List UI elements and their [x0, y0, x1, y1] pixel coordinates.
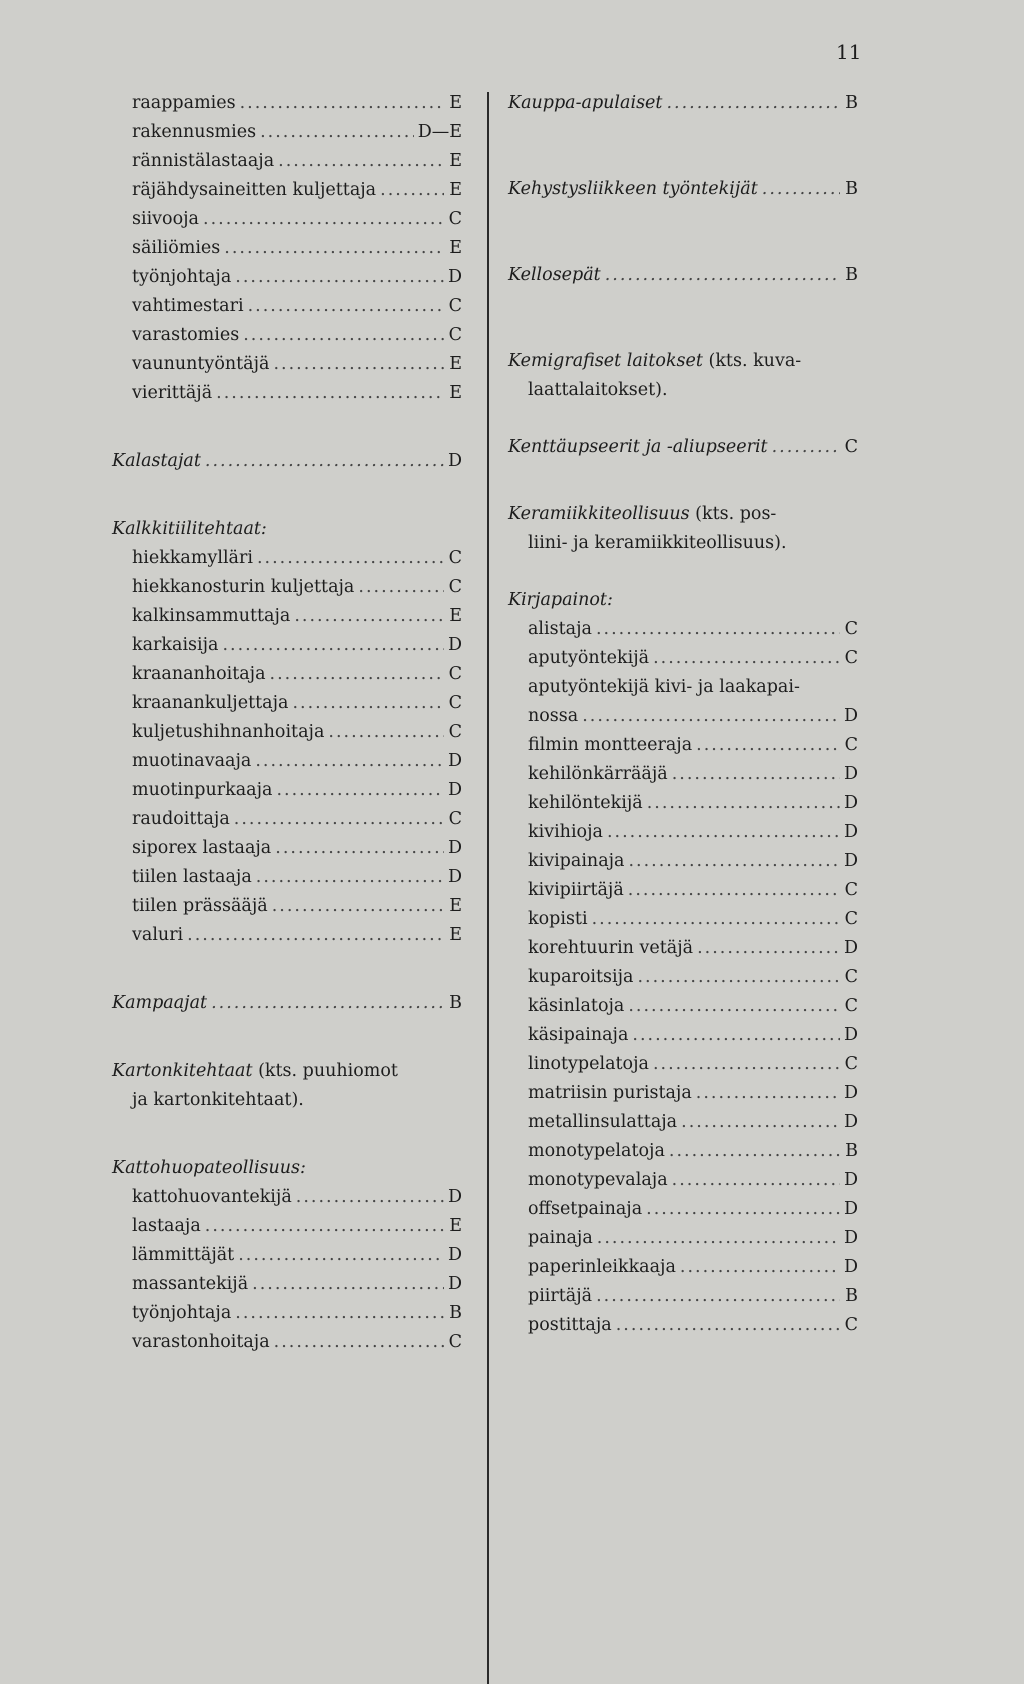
entry-code: B — [449, 993, 462, 1013]
leader-dots — [203, 205, 444, 234]
list-item — [112, 1212, 462, 1241]
leader-dots — [296, 1183, 444, 1212]
entry-label: lämmittäjät — [132, 1245, 235, 1265]
entry-code: C — [844, 1054, 858, 1074]
leader-dots — [235, 263, 444, 292]
entry-code: C — [844, 1315, 858, 1335]
leader-dots — [647, 789, 840, 818]
entry-code: C — [844, 909, 858, 929]
list-item — [508, 1282, 858, 1311]
leader-dots — [255, 747, 444, 776]
entry-code: D — [448, 1274, 463, 1294]
entry-code: D — [844, 1112, 859, 1132]
entry-code: C — [448, 325, 462, 345]
leader-dots — [596, 615, 840, 644]
list-item — [112, 805, 462, 834]
list-item — [112, 631, 462, 660]
entry-label: kattohuovantekijä — [132, 1187, 292, 1207]
list-item — [112, 892, 462, 921]
entry-code: D — [844, 1170, 859, 1190]
leader-dots — [234, 805, 444, 834]
list-item — [112, 379, 462, 408]
leader-dots — [238, 1241, 444, 1270]
list-item — [112, 660, 462, 689]
leader-dots — [224, 234, 444, 263]
list-item — [508, 1137, 858, 1166]
entry-label: valuri — [132, 925, 184, 945]
column-divider — [487, 92, 489, 1684]
leader-dots — [187, 921, 444, 950]
list-item — [112, 1183, 462, 1212]
entry-code: B — [845, 179, 858, 199]
entry-code: D — [844, 793, 859, 813]
leader-dots — [628, 847, 840, 876]
entry-code: C — [844, 437, 858, 457]
list-item — [112, 747, 462, 776]
list-item — [112, 263, 462, 292]
entry-label: työnjohtaja — [132, 267, 232, 287]
leader-dots — [294, 602, 444, 631]
entry-label: lastaaja — [132, 1216, 201, 1236]
entry-kehystysliikkeen: Kehystysliikkeen työntekijät ..... B — [508, 175, 858, 204]
leader-dots — [672, 760, 840, 789]
list-item — [112, 921, 462, 950]
leader-dots — [260, 118, 414, 147]
leader-dots — [762, 175, 840, 204]
entry-code: D — [844, 1257, 859, 1277]
entry-code: B — [845, 1141, 858, 1161]
entry-code: D — [448, 838, 463, 858]
entry-code: E — [449, 383, 462, 403]
entry-code: B — [845, 93, 858, 113]
list-item — [112, 147, 462, 176]
entry-label: kuparoitsija — [528, 967, 634, 987]
list-item — [508, 1224, 858, 1253]
list-item — [508, 760, 858, 789]
entry-code: E — [449, 606, 462, 626]
entry-label: siivooja — [132, 209, 199, 229]
list-item — [508, 1311, 858, 1340]
leader-dots — [597, 1224, 840, 1253]
entry-code: C — [448, 693, 462, 713]
leader-dots — [270, 660, 444, 689]
list-item — [508, 1166, 858, 1195]
list-item — [508, 818, 858, 847]
list-item — [508, 992, 858, 1021]
entry-code: E — [449, 93, 462, 113]
entry-label: massantekijä — [132, 1274, 249, 1294]
entry-label: kuljetushihnanhoitaja — [132, 722, 325, 742]
leader-dots — [696, 731, 840, 760]
entry-aputyontekija-kivi-cont: nossa ..... D — [508, 702, 858, 731]
entry-code: D — [844, 822, 859, 842]
list-item — [112, 321, 462, 350]
entry-label: monotypevalaja — [528, 1170, 668, 1190]
entry-code: D — [448, 751, 463, 771]
list-item — [112, 1328, 462, 1357]
list-item — [508, 1253, 858, 1282]
list-item — [112, 544, 462, 573]
leader-dots — [681, 1108, 840, 1137]
leader-dots — [680, 1253, 840, 1282]
entry-label: kehilönkärrääjä — [528, 764, 668, 784]
list-item — [112, 1299, 462, 1328]
list-item — [508, 1021, 858, 1050]
kattohuopa-list — [112, 1183, 462, 1357]
list-item — [112, 292, 462, 321]
entry-label: räjähdysaineitten kuljettaja — [132, 180, 377, 200]
leader-dots — [582, 702, 840, 731]
entry-code: D — [448, 267, 463, 287]
leader-dots — [292, 689, 444, 718]
entry-label: monotypelatoja — [528, 1141, 665, 1161]
list-item — [112, 776, 462, 805]
entry-label: korehtuurin vetäjä — [528, 938, 694, 958]
entry-label: offsetpainaja — [528, 1199, 643, 1219]
list-item — [112, 89, 462, 118]
list-item — [112, 573, 462, 602]
leader-dots — [272, 892, 444, 921]
leader-dots — [328, 718, 444, 747]
entry-code: C — [844, 996, 858, 1016]
entry-code: C — [448, 1332, 462, 1352]
entry-code: C — [448, 577, 462, 597]
entry-label: tiilen lastaaja — [132, 867, 252, 887]
entry-code: C — [844, 967, 858, 987]
rakennus-list — [112, 89, 462, 408]
leader-dots — [672, 1166, 840, 1195]
entry-code: D — [844, 1025, 859, 1045]
entry-code: C — [448, 548, 462, 568]
leader-dots — [653, 644, 840, 673]
entry-label: säiliömies — [132, 238, 221, 258]
leader-dots — [696, 1079, 840, 1108]
entry-code: B — [449, 1303, 462, 1323]
leader-dots — [216, 379, 444, 408]
entry-label: käsinlatoja — [528, 996, 625, 1016]
list-item — [508, 1079, 858, 1108]
leader-dots — [276, 776, 444, 805]
left-column — [112, 89, 462, 1357]
leader-dots — [616, 1311, 840, 1340]
entry-label: vierittäjä — [132, 383, 213, 403]
entry-code: E — [449, 238, 462, 258]
entry-code: E — [449, 925, 462, 945]
entry-code: C — [448, 209, 462, 229]
entry-code: D — [448, 1187, 463, 1207]
list-item — [508, 934, 858, 963]
entry-code: D—E — [417, 122, 462, 142]
entry-label: hiekkanosturin kuljettaja — [132, 577, 355, 597]
entry-label: käsipainaja — [528, 1025, 629, 1045]
list-item — [508, 1195, 858, 1224]
entry-label: kraananhoitaja — [132, 664, 266, 684]
entry-label: vahtimestari — [132, 296, 244, 316]
leader-dots — [607, 818, 840, 847]
leader-dots — [278, 147, 444, 176]
entry-label: muotinavaaja — [132, 751, 252, 771]
entry-code: E — [449, 354, 462, 374]
entry-kellosepat: Kellosepät ..... B — [508, 261, 858, 290]
page-number: 11 — [836, 40, 862, 64]
entry-kemigrafiset: Kemigrafiset laitokset (kts. kuva- laattalaitokset). — [508, 351, 802, 400]
entry-label: aputyöntekijä — [528, 648, 650, 668]
entry-code: D — [448, 867, 463, 887]
entry-kenttaupseerit: Kenttäupseerit ja -aliupseerit ..... C — [508, 433, 858, 462]
leader-dots — [380, 176, 444, 205]
entry-code: D — [844, 851, 859, 871]
leader-dots — [205, 447, 444, 476]
list-item — [112, 118, 462, 147]
entry-label: varastonhoitaja — [132, 1332, 270, 1352]
leader-dots — [632, 1021, 840, 1050]
list-item — [508, 847, 858, 876]
leader-dots — [273, 350, 444, 379]
entry-label: piirtäjä — [528, 1286, 593, 1306]
entry-label: metallinsulattaja — [528, 1112, 678, 1132]
list-item — [112, 689, 462, 718]
leader-dots — [257, 544, 444, 573]
entry-code: D — [844, 706, 859, 726]
right-column — [508, 89, 858, 1340]
entry-label: tiilen prässääjä — [132, 896, 268, 916]
leader-dots — [646, 1195, 840, 1224]
list-item — [508, 963, 858, 992]
leader-dots — [772, 433, 840, 462]
entry-label: paperinleikkaaja — [528, 1257, 676, 1277]
kirjapainot-list — [508, 615, 858, 673]
entry-label: alistaja — [528, 619, 592, 639]
entry-code: B — [845, 1286, 858, 1306]
entry-label: työnjohtaja — [132, 1303, 232, 1323]
list-item — [112, 602, 462, 631]
list-item — [508, 644, 858, 673]
leader-dots — [222, 631, 444, 660]
entry-code: D — [844, 764, 859, 784]
leader-dots — [274, 1328, 444, 1357]
leader-dots — [596, 1282, 840, 1311]
leader-dots — [666, 89, 840, 118]
kalkkitiili-list — [112, 544, 462, 950]
list-item — [508, 905, 858, 934]
entry-code: E — [449, 1216, 462, 1236]
leader-dots — [653, 1050, 840, 1079]
entry-label: kivipainaja — [528, 851, 625, 871]
entry-code: C — [448, 296, 462, 316]
entry-keramiikkiteollisuus: Keramiikkiteollisuus (kts. pos- liini- ja keramiikkiteollisuus). — [508, 504, 787, 553]
leader-dots — [628, 992, 840, 1021]
entry-code: B — [845, 265, 858, 285]
entry-kartonkitehtaat: Kartonkitehtaat (kts. puuhiomot ja kartonkitehtaat). — [112, 1061, 398, 1110]
entry-code: D — [448, 780, 463, 800]
leader-dots — [358, 573, 444, 602]
entry-code: C — [844, 619, 858, 639]
entry-kalastajat: Kalastajat ..... D — [112, 447, 462, 476]
list-item — [112, 863, 462, 892]
list-item — [112, 1270, 462, 1299]
list-item — [508, 731, 858, 760]
entry-label: muotinpurkaaja — [132, 780, 273, 800]
list-item — [508, 876, 858, 905]
entry-code: D — [448, 635, 463, 655]
entry-label: rännistälastaaja — [132, 151, 275, 171]
list-item — [112, 1241, 462, 1270]
leader-dots — [637, 963, 840, 992]
entry-label: vaununtyöntäjä — [132, 354, 270, 374]
entry-label: siporex lastaaja — [132, 838, 272, 858]
list-item — [112, 718, 462, 747]
entry-label: painaja — [528, 1228, 593, 1248]
entry-code: C — [844, 880, 858, 900]
list-item — [508, 615, 858, 644]
entry-code: D — [448, 1245, 463, 1265]
entry-code: C — [844, 648, 858, 668]
entry-label: postittaja — [528, 1315, 612, 1335]
entry-label: kopisti — [528, 909, 588, 929]
entry-aputyontekija-kivi: aputyöntekijä kivi- ja laakapai- — [528, 677, 800, 697]
list-item — [112, 350, 462, 379]
entry-code: C — [448, 809, 462, 829]
entry-label: karkaisija — [132, 635, 219, 655]
entry-label: kraanankuljettaja — [132, 693, 289, 713]
entry-code: C — [448, 664, 462, 684]
list-item — [508, 789, 858, 818]
entry-label: kehilöntekijä — [528, 793, 643, 813]
entry-code: D — [844, 1083, 859, 1103]
leader-dots — [256, 863, 444, 892]
list-item — [112, 176, 462, 205]
heading-kalkkitiilitehtaat: Kalkkitiilitehtaat: — [112, 519, 267, 539]
entry-label: varastomies — [132, 325, 240, 345]
entry-label: kalkinsammuttaja — [132, 606, 291, 626]
leader-dots — [592, 905, 840, 934]
leader-dots — [205, 1212, 444, 1241]
entry-code: D — [844, 1228, 859, 1248]
list-item — [112, 834, 462, 863]
entry-label: raappamies — [132, 93, 236, 113]
leader-dots — [275, 834, 444, 863]
leader-dots — [697, 934, 840, 963]
entry-code: D — [844, 1199, 859, 1219]
entry-label: hiekkamylläri — [132, 548, 253, 568]
entry-kampaajat: Kampaajat ..... B — [112, 989, 462, 1018]
leader-dots — [235, 1299, 444, 1328]
leader-dots — [248, 292, 444, 321]
entry-label: rakennusmies — [132, 122, 257, 142]
leader-dots — [211, 989, 444, 1018]
entry-label: kivihioja — [528, 822, 603, 842]
leader-dots — [240, 89, 444, 118]
list-item — [112, 234, 462, 263]
leader-dots — [628, 876, 840, 905]
leader-dots — [605, 261, 840, 290]
entry-code: D — [448, 451, 463, 471]
leader-dots — [669, 1137, 840, 1166]
entry-label: kivipiirtäjä — [528, 880, 624, 900]
entry-code: E — [449, 896, 462, 916]
heading-kattohuopateollisuus: Kattohuopateollisuus: — [112, 1158, 306, 1178]
leader-dots — [243, 321, 444, 350]
list-item — [112, 205, 462, 234]
entry-label: filmin montteeraja — [528, 735, 693, 755]
entry-code: C — [844, 735, 858, 755]
list-item — [508, 1108, 858, 1137]
entry-label: raudoittaja — [132, 809, 230, 829]
entry-code: E — [449, 151, 462, 171]
entry-code: C — [448, 722, 462, 742]
kirjapainot-list-2 — [508, 731, 858, 1340]
entry-label: matriisin puristaja — [528, 1083, 692, 1103]
entry-label: linotypelatoja — [528, 1054, 649, 1074]
entry-code: E — [449, 180, 462, 200]
entry-code: D — [844, 938, 859, 958]
heading-kirjapainot: Kirjapainot: — [508, 590, 613, 610]
leader-dots — [252, 1270, 444, 1299]
entry-kauppa-apulaiset: Kauppa-apulaiset ..... B — [508, 89, 858, 118]
list-item — [508, 1050, 858, 1079]
